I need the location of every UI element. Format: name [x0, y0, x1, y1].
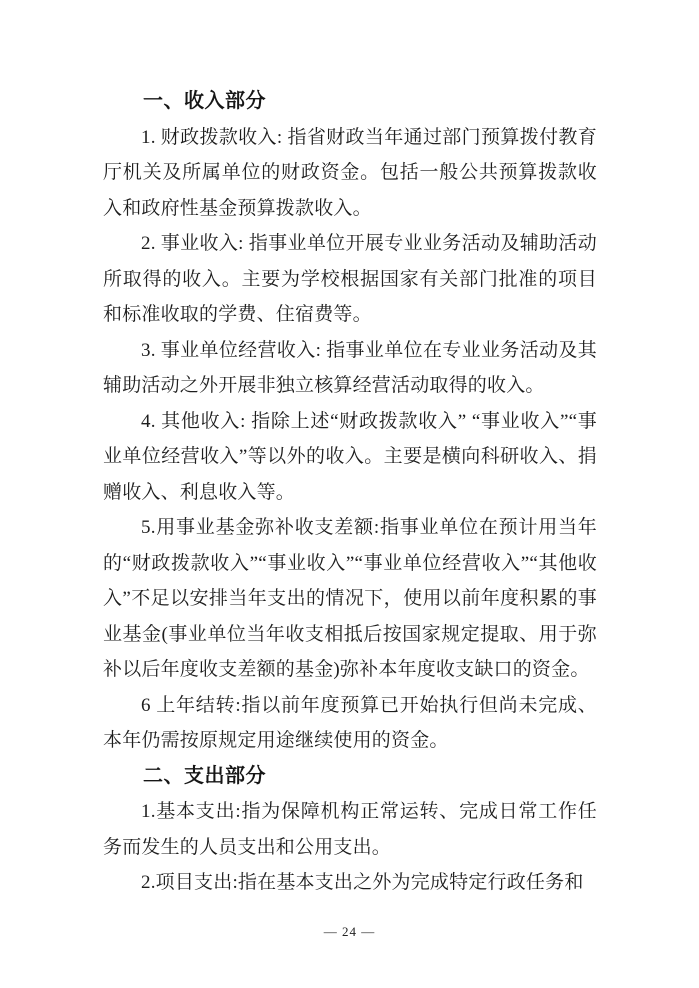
page-number: — 24 — [323, 924, 376, 939]
paragraph-fund-deficit-coverage: 5.用事业基金弥补收支差额:指事业单位在预计用当年的“财政拨款收入”“事业收入”“事业单位经营收入”“其他收入”不足以安排当年支出的情况下，使用以前年度积累的事业基金(事业单位当年收支相抵后按国家规定提取、用于弥补以后年度收支差额的基金)弥补本年度收支缺口的资金。 [103, 517, 597, 680]
paragraph-fiscal-appropriation-income: 1. 财政拨款收入: 指省财政当年通过部门预算拨付教育厅机关及所属单位的财政资金。包括一般公共预算拨款收入和政府性基金预算拨款收入。 [103, 126, 597, 219]
paragraph-operating-income: 2. 事业收入: 指事业单位开展专业业务活动及辅助活动所取得的收入。主要为学校根据国家有关部门批准的项目和标准收取的学费、住宿费等。 [103, 233, 597, 325]
section-heading-income: 一、收入部分 [143, 90, 266, 112]
paragraph-carryover-from-previous-year: 6 上年结转:指以前年度预算已开始执行但尚未完成、本年仍需按原规定用途继续使用的资金。 [103, 694, 597, 751]
paragraph-other-income: 4. 其他收入: 指除上述“财政拨款收入” “事业收入”“事业单位经营收入”等以外的收入。主要是横向科研收入、捐赠收入、利息收入等。 [103, 410, 597, 503]
paragraph-project-expenditure: 2.项目支出:指在基本支出之外为完成特定行政任务和 [141, 872, 584, 893]
document-body [103, 84, 597, 901]
section-heading-expenditure: 二、支出部分 [143, 764, 266, 787]
paragraph-basic-expenditure: 1.基本支出:指为保障机构正常运转、完成日常工作任务而发生的人员支出和公用支出。 [103, 801, 597, 858]
paragraph-business-operating-income: 3. 事业单位经营收入: 指事业单位在专业业务活动及其辅助活动之外开展非独立核算经营活动取得的收入。 [103, 339, 597, 396]
